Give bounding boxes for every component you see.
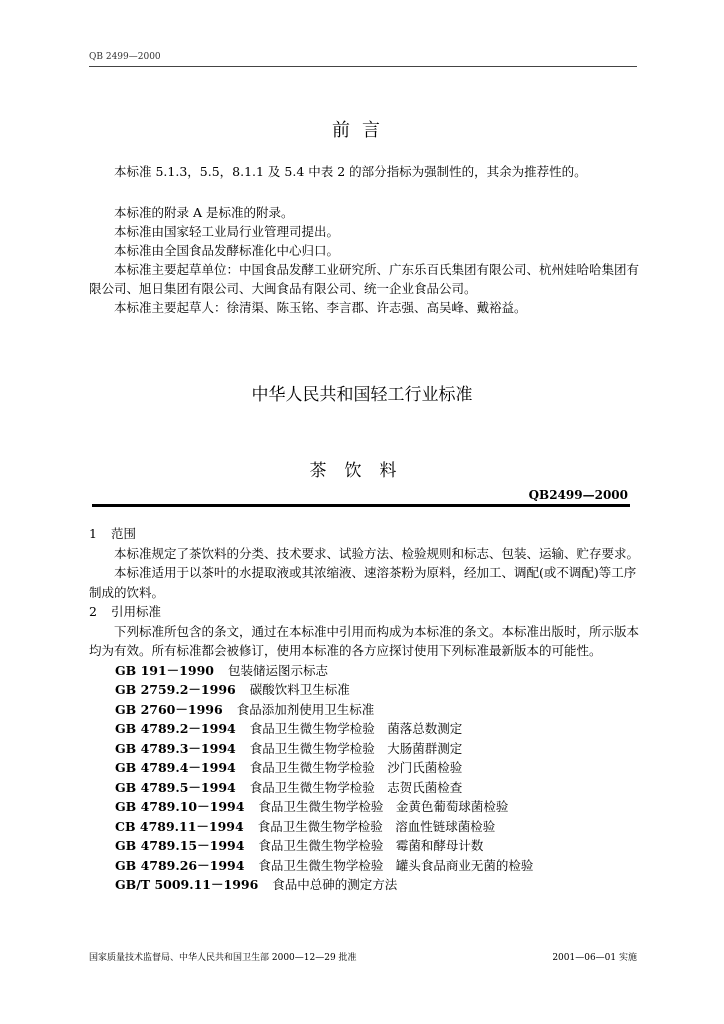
- reference-item: [89, 758, 641, 778]
- reference-code: CB 4789.11－1994: [115, 818, 244, 834]
- preface-paragraph: 本标准由国家轻工业局行业管理司提出。: [114, 224, 340, 239]
- preface-title: 前言: [332, 120, 392, 141]
- reference-title: 碳酸饮料卫生标准: [249, 682, 350, 697]
- reference-item: [89, 739, 641, 759]
- header-standard-code: QB 2499—2000: [89, 52, 161, 62]
- reference-code: GB 2759.2－1996: [115, 682, 236, 697]
- preface-paragraph-1-block: [89, 162, 639, 181]
- section-number: 1: [89, 526, 97, 541]
- reference-title: 食品卫生微生物学检验 沙门氏菌检验: [249, 760, 463, 775]
- reference-code: GB/T 5009.11－1996: [115, 877, 259, 892]
- reference-item: [89, 700, 641, 720]
- standard-code: QB2499—2000: [528, 488, 628, 502]
- reference-item: [89, 719, 641, 739]
- preface-paragraph: 本标准 5.1.3，5.5，8.1.1 及 5.4 中表 2 的部分指标为强制性的，其余为推荐性的。: [114, 164, 587, 179]
- reference-item: [89, 661, 641, 681]
- reference-title: 食品卫生微生物学检验 罐头食品商业无菌的检验: [258, 857, 534, 873]
- section-title: 范围: [111, 526, 137, 541]
- reference-code: GB 4789.4－1994: [115, 760, 236, 775]
- reference-code: GB 4789.10－1994: [115, 799, 245, 814]
- section-heading-references: [89, 602, 641, 622]
- reference-title: 食品中总砷的测定方法: [272, 877, 398, 892]
- reference-item: [89, 680, 641, 700]
- reference-item: [89, 856, 641, 876]
- reference-title: 食品卫生微生物学检验 菌落总数测定: [249, 721, 463, 736]
- reference-item: [89, 817, 641, 837]
- reference-code: GB 4789.26－1994: [115, 857, 245, 873]
- reference-title: 食品卫生微生物学检验 霉菌和酵母计数: [258, 838, 484, 853]
- reference-title: 食品卫生微生物学检验 金黄色葡萄球菌检验: [258, 799, 509, 814]
- reference-title: 食品添加剂使用卫生标准: [236, 701, 375, 717]
- standard-body: [89, 524, 641, 895]
- reference-code: GB 4789.15－1994: [115, 838, 245, 853]
- standard-name: 茶饮料: [309, 461, 415, 481]
- body-paragraph: 本标准规定了茶饮料的分类、技术要求、试验方法、检验规则和标志、包装、运输、贮存要求。: [114, 545, 640, 561]
- preface-paragraph: 本标准主要起草单位：中国食品发酵工业研究所、广东乐百氏集团有限公司、杭州娃哈哈集团有限公司、旭日集团有限公司、大闽食品有限公司、统一企业食品公司。: [89, 262, 639, 296]
- reference-title: 食品卫生微生物学检验 溶血性链球菌检验: [257, 818, 496, 834]
- section-title: 引用标准: [111, 604, 162, 619]
- section-heading-scope: [89, 524, 641, 544]
- preface-paragraph: 本标准的附录 A 是标准的附录。: [114, 205, 294, 220]
- reference-code: GB 191－1990: [115, 662, 214, 678]
- reference-code: GB 4789.5－1994: [115, 779, 236, 795]
- footer-effective-date: 2001—06—01 实施: [552, 953, 637, 963]
- reference-item: [89, 875, 641, 895]
- standard-org-title: 中华人民共和国轻工行业标准: [251, 385, 473, 405]
- body-paragraph: 本标准适用于以茶叶的水提取液或其浓缩液、速溶茶粉为原料，经加工、调配(或不调配)等工序制成的饮料。: [89, 565, 637, 600]
- reference-code: GB 2760－1996: [115, 701, 223, 717]
- section-number: 2: [89, 604, 97, 619]
- standard-title-rule: [92, 504, 630, 507]
- footer-approval: 国家质量技术监督局、中华人民共和国卫生部 2000—12—29 批准: [89, 953, 357, 963]
- preface-paragraph: 本标准由全国食品发酵标准化中心归口。: [114, 243, 340, 258]
- reference-item: [89, 836, 641, 856]
- header-rule: [89, 66, 637, 67]
- reference-title: 包装储运图示标志: [227, 662, 328, 678]
- reference-code: GB 4789.3－1994: [115, 740, 236, 756]
- preface-paragraph: 本标准主要起草人：徐清渠、陈玉铭、李言郡、许志强、高吴峰、戴裕益。: [114, 300, 527, 315]
- reference-code: GB 4789.2－1994: [115, 721, 236, 736]
- reference-title: 食品卫生微生物学检验 志贺氏菌检查: [249, 779, 463, 795]
- body-paragraph: 下列标准所包含的条文，通过在本标准中引用而构成为本标准的条文。本标准出版时，所示版本均为有效。所有标准都会被修订，使用本标准的各方应探讨使用下列标准最新版本的可能性。: [89, 623, 640, 658]
- reference-item: [89, 797, 641, 817]
- preface-paragraphs-block: [89, 203, 639, 317]
- reference-title: 食品卫生微生物学检验 大肠菌群测定: [249, 740, 463, 756]
- reference-item: [89, 778, 641, 798]
